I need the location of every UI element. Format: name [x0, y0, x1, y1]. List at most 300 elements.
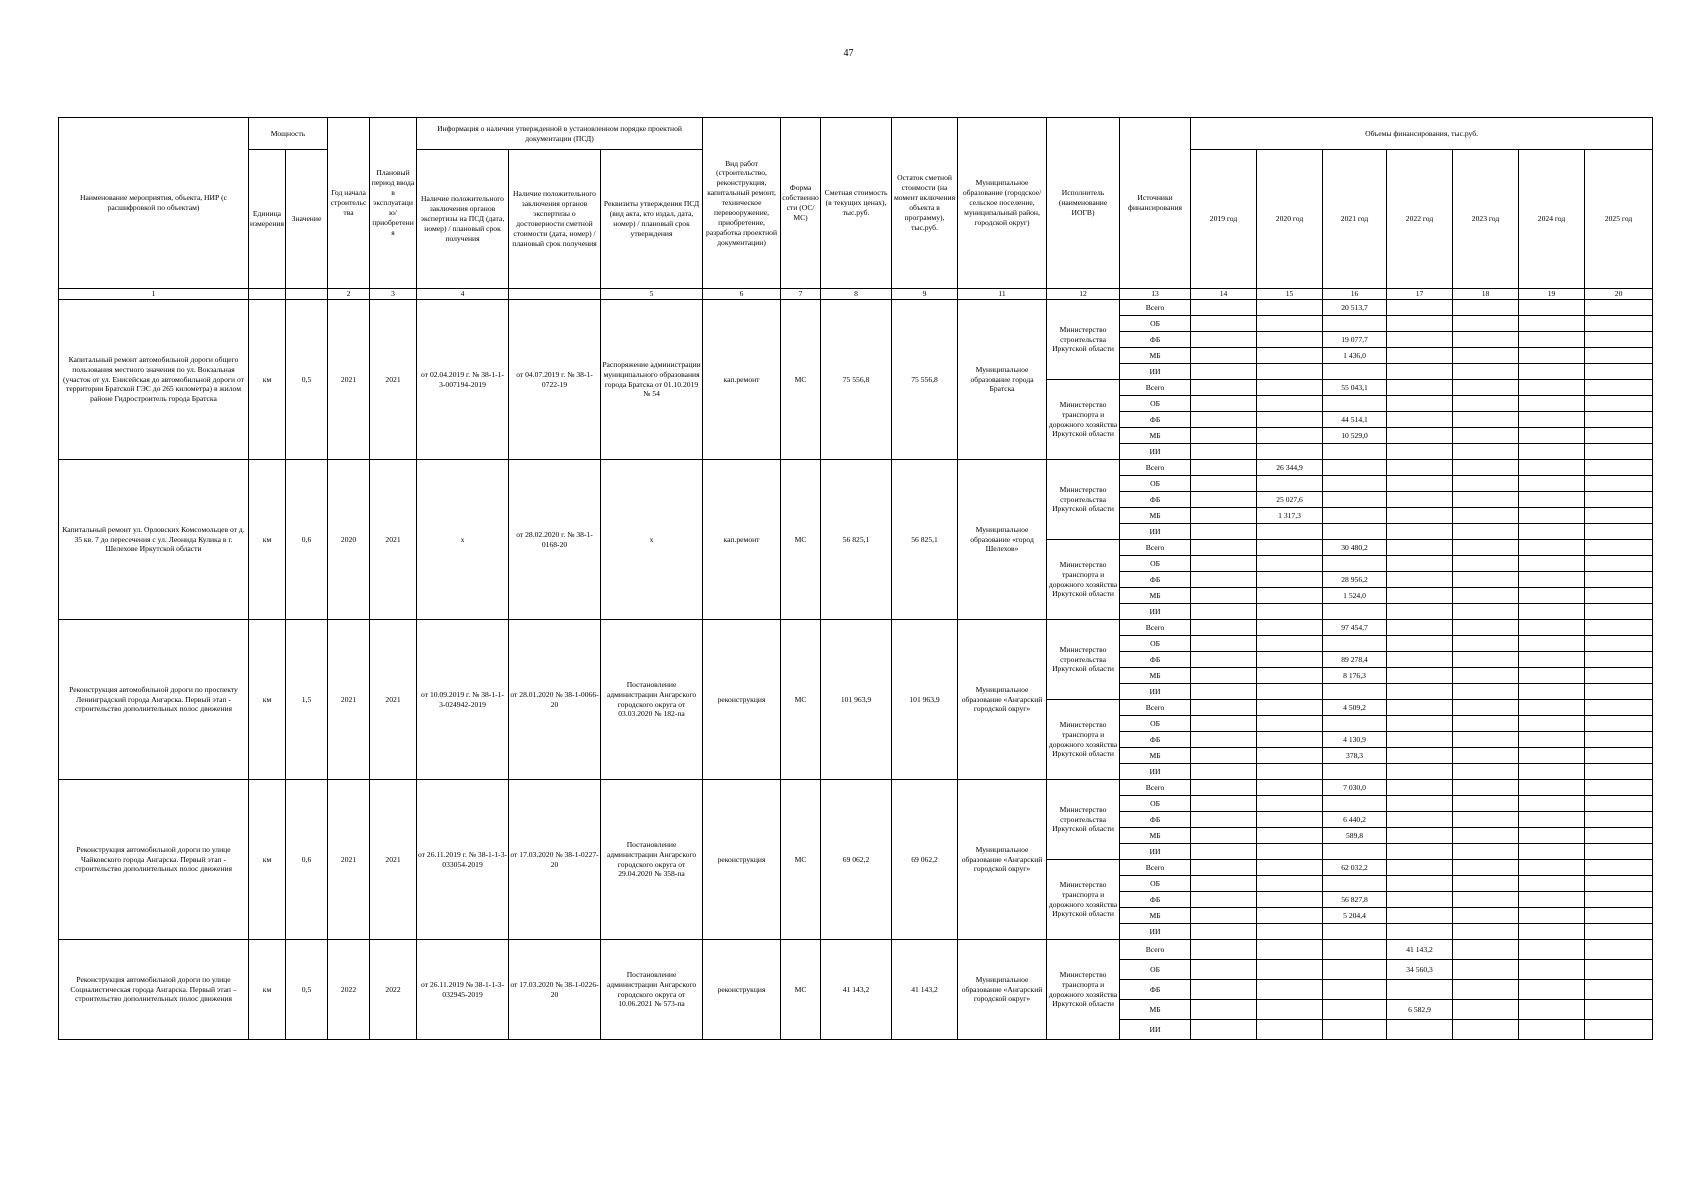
funding-value-cell: [1519, 748, 1585, 764]
object-name: Реконструкция автомобильной дороги по улице Социалистическая города Ангарска. Первый этап – строительство дополнительных полос движения: [59, 940, 249, 1040]
requisites-cell: х: [601, 460, 703, 620]
requisites-cell: Постановление администрации Ангарского городского округа от 10.06.2021 № 573-па: [601, 940, 703, 1040]
funding-value-cell: [1387, 780, 1453, 796]
header-psd-expertise: Наличие положительного заключения органов экспертизы на ПСД (дата, номер) / плановый срок получения: [417, 150, 509, 289]
funding-value-cell: [1453, 980, 1519, 1000]
funding-value-cell: [1453, 380, 1519, 396]
funding-value-cell: [1585, 380, 1653, 396]
funding-value-cell: [1191, 908, 1257, 924]
funding-source-cell: ИИ: [1120, 604, 1191, 620]
header-executor: Исполнитель (наименование ИОГВ): [1047, 118, 1120, 289]
funding-value-cell: [1257, 732, 1323, 748]
unit-cell: км: [249, 460, 286, 620]
funding-value-cell: [1323, 796, 1387, 812]
funding-value-cell: [1453, 764, 1519, 780]
funding-value-cell: [1257, 316, 1323, 332]
municipality-cell: Муниципальное образование «Ангарский городской округ»: [958, 620, 1047, 780]
funding-value-cell: [1191, 796, 1257, 812]
funding-value-cell: [1387, 332, 1453, 348]
funding-value-cell: [1453, 828, 1519, 844]
column-number: 16: [1323, 289, 1387, 300]
funding-value-cell: [1519, 540, 1585, 556]
header-year: 2023 год: [1453, 150, 1519, 289]
funding-value-cell: [1453, 700, 1519, 716]
funding-value-cell: [1585, 892, 1653, 908]
funding-value-cell: [1191, 380, 1257, 396]
funding-value-cell: [1453, 540, 1519, 556]
funding-value-cell: [1387, 476, 1453, 492]
funding-value-cell: 1 317,3: [1257, 508, 1323, 524]
funding-value-cell: [1453, 668, 1519, 684]
funding-value-cell: [1257, 812, 1323, 828]
funding-value-cell: [1519, 668, 1585, 684]
funding-value-cell: [1585, 332, 1653, 348]
funding-value-cell: [1323, 844, 1387, 860]
column-number: 19: [1519, 289, 1585, 300]
power-value-cell: 0,6: [286, 780, 328, 940]
funding-source-cell: Всего: [1120, 860, 1191, 876]
funding-value-cell: [1191, 980, 1257, 1000]
start-year-cell: 2021: [328, 300, 370, 460]
funding-value-cell: [1519, 700, 1585, 716]
column-number: 13: [1120, 289, 1191, 300]
column-number: 9: [892, 289, 958, 300]
funding-value-cell: [1585, 764, 1653, 780]
funding-value-cell: [1257, 844, 1323, 860]
funding-value-cell: [1519, 444, 1585, 460]
object-name: Реконструкция автомобильной дороги по проспекту Ленинградский города Ангарска. Первый этап - строительство дополнительных полос движения: [59, 620, 249, 780]
funding-source-cell: ФБ: [1120, 892, 1191, 908]
funding-value-cell: [1585, 540, 1653, 556]
funding-value-cell: [1323, 876, 1387, 892]
funding-value-cell: [1585, 396, 1653, 412]
funding-value-cell: [1585, 828, 1653, 844]
funding-value-cell: [1257, 764, 1323, 780]
funding-value-cell: [1387, 732, 1453, 748]
funding-value-cell: [1585, 348, 1653, 364]
funding-value-cell: [1519, 316, 1585, 332]
funding-value-cell: 6 440,2: [1323, 812, 1387, 828]
header-unit: Единица измерения: [249, 150, 286, 289]
funding-value-cell: [1191, 636, 1257, 652]
funding-value-cell: [1191, 652, 1257, 668]
funding-value-cell: [1585, 1000, 1653, 1020]
funding-value-cell: [1257, 924, 1323, 940]
executor-cell: Министерство строительства Иркутской области: [1047, 300, 1120, 380]
power-value-cell: 0,5: [286, 940, 328, 1040]
funding-value-cell: [1387, 980, 1453, 1000]
funding-value-cell: [1323, 924, 1387, 940]
funding-value-cell: 5 204,4: [1323, 908, 1387, 924]
psd-expertise-cell: от 26.11.2019 г. № 38-1-1-3-033054-2019: [417, 780, 509, 940]
funding-value-cell: [1519, 1000, 1585, 1020]
funding-value-cell: [1191, 316, 1257, 332]
funding-value-cell: [1519, 796, 1585, 812]
funding-source-cell: ФБ: [1120, 492, 1191, 508]
funding-value-cell: [1387, 364, 1453, 380]
funding-value-cell: [1519, 1020, 1585, 1040]
start-year-cell: 2021: [328, 620, 370, 780]
funding-value-cell: [1323, 684, 1387, 700]
funding-value-cell: [1519, 764, 1585, 780]
funding-source-cell: ФБ: [1120, 732, 1191, 748]
funding-value-cell: [1387, 524, 1453, 540]
funding-value-cell: [1519, 396, 1585, 412]
funding-value-cell: [1387, 348, 1453, 364]
funding-value-cell: [1453, 444, 1519, 460]
funding-value-cell: [1387, 908, 1453, 924]
funding-value-cell: [1453, 620, 1519, 636]
funding-source-cell: Всего: [1120, 300, 1191, 316]
funding-value-cell: [1519, 652, 1585, 668]
header-estimated-cost: Сметная стоимость (в текущих ценах), тыс.руб.: [821, 118, 892, 289]
funding-value-cell: [1323, 764, 1387, 780]
funding-value-cell: [1191, 556, 1257, 572]
municipality-cell: Муниципальное образование «Ангарский городской округ»: [958, 780, 1047, 940]
header-power: Мощность: [249, 118, 328, 150]
funding-value-cell: [1585, 652, 1653, 668]
funding-value-cell: [1257, 748, 1323, 764]
funding-source-cell: Всего: [1120, 540, 1191, 556]
column-number: 15: [1257, 289, 1323, 300]
ownership-cell: МС: [781, 300, 821, 460]
funding-value-cell: 26 344,9: [1257, 460, 1323, 476]
column-number: 4: [417, 289, 509, 300]
unit-cell: км: [249, 300, 286, 460]
executor-cell: Министерство транспорта и дорожного хозяйства Иркутской области: [1047, 540, 1120, 620]
psd-expertise-cell: от 26.11.2019 № 38-1-1-3-032945-2019: [417, 940, 509, 1040]
funding-value-cell: [1585, 732, 1653, 748]
funding-value-cell: [1387, 812, 1453, 828]
funding-source-cell: ОБ: [1120, 316, 1191, 332]
funding-value-cell: [1519, 588, 1585, 604]
funding-value-cell: [1585, 684, 1653, 700]
funding-value-cell: [1585, 444, 1653, 460]
funding-source-cell: МБ: [1120, 508, 1191, 524]
funding-value-cell: [1191, 716, 1257, 732]
plan-period-cell: 2022: [370, 940, 417, 1040]
funding-value-cell: [1585, 796, 1653, 812]
funding-value-cell: 56 827,8: [1323, 892, 1387, 908]
funding-value-cell: [1257, 668, 1323, 684]
plan-period-cell: 2021: [370, 620, 417, 780]
funding-source-cell: ОБ: [1120, 960, 1191, 980]
funding-value-cell: [1387, 396, 1453, 412]
funding-value-cell: [1191, 812, 1257, 828]
funding-value-cell: [1387, 604, 1453, 620]
funding-value-cell: [1453, 476, 1519, 492]
funding-value-cell: [1257, 1020, 1323, 1040]
header-value: Значение: [286, 150, 328, 289]
funding-value-cell: [1453, 364, 1519, 380]
funding-value-cell: [1519, 732, 1585, 748]
funding-value-cell: [1191, 412, 1257, 428]
funding-value-cell: [1191, 764, 1257, 780]
cost-expertise-cell: от 28.02.2020 г. № 38-1-0168-20: [509, 460, 601, 620]
funding-value-cell: [1585, 460, 1653, 476]
funding-value-cell: [1191, 844, 1257, 860]
funding-value-cell: 55 043,1: [1323, 380, 1387, 396]
remaining-cost-cell: 41 143,2: [892, 940, 958, 1040]
work-type-cell: кап.ремонт: [703, 300, 781, 460]
funding-value-cell: [1453, 508, 1519, 524]
funding-value-cell: [1453, 428, 1519, 444]
funding-value-cell: [1191, 924, 1257, 940]
column-number: 14: [1191, 289, 1257, 300]
funding-value-cell: [1519, 940, 1585, 960]
funding-value-cell: [1257, 940, 1323, 960]
funding-value-cell: [1519, 380, 1585, 396]
funding-value-cell: [1257, 892, 1323, 908]
estimated-cost-cell: 75 556,8: [821, 300, 892, 460]
header-year: 2025 год: [1585, 150, 1653, 289]
power-value-cell: 0,5: [286, 300, 328, 460]
table-row: [59, 780, 1653, 796]
cost-expertise-cell: от 17.03.2020 № 38-1-0227-20: [509, 780, 601, 940]
funding-source-cell: ОБ: [1120, 796, 1191, 812]
funding-value-cell: [1323, 524, 1387, 540]
funding-value-cell: [1585, 844, 1653, 860]
funding-value-cell: 97 454,7: [1323, 620, 1387, 636]
funding-source-cell: ОБ: [1120, 716, 1191, 732]
header-sources: Источники финансирования: [1120, 118, 1191, 289]
funding-value-cell: [1585, 556, 1653, 572]
header-year: 2021 год: [1323, 150, 1387, 289]
funding-value-cell: [1387, 412, 1453, 428]
funding-value-cell: [1585, 924, 1653, 940]
funding-value-cell: [1257, 980, 1323, 1000]
funding-value-cell: [1191, 892, 1257, 908]
funding-source-cell: ФБ: [1120, 572, 1191, 588]
funding-value-cell: [1453, 1000, 1519, 1020]
funding-source-cell: ОБ: [1120, 476, 1191, 492]
requisites-cell: Постановление администрации Ангарского городского округа от 29.04.2020 № 358-па: [601, 780, 703, 940]
funding-value-cell: [1585, 604, 1653, 620]
funding-value-cell: [1257, 684, 1323, 700]
funding-value-cell: [1191, 700, 1257, 716]
funding-value-cell: [1387, 444, 1453, 460]
funding-value-cell: [1191, 460, 1257, 476]
funding-source-cell: ИИ: [1120, 444, 1191, 460]
funding-source-cell: ФБ: [1120, 412, 1191, 428]
column-number: 18: [1453, 289, 1519, 300]
funding-value-cell: [1453, 812, 1519, 828]
funding-value-cell: [1387, 508, 1453, 524]
funding-value-cell: [1257, 960, 1323, 980]
object-name: Капитальный ремонт ул. Орловских Комсомольцев от д. 35 кв. 7 до пересечения с ул. Леонида Кулика в г. Шелехове Иркутской области: [59, 460, 249, 620]
funding-value-cell: 89 278,4: [1323, 652, 1387, 668]
cost-expertise-cell: от 28.01.2020 № 38-1-0066-20: [509, 620, 601, 780]
funding-value-cell: [1257, 364, 1323, 380]
funding-value-cell: [1191, 428, 1257, 444]
funding-value-cell: [1453, 940, 1519, 960]
ownership-cell: МС: [781, 460, 821, 620]
funding-value-cell: [1519, 980, 1585, 1000]
remaining-cost-cell: 101 963,9: [892, 620, 958, 780]
funding-value-cell: [1191, 524, 1257, 540]
column-number: [249, 289, 286, 300]
funding-value-cell: [1257, 620, 1323, 636]
requisites-cell: Распоряжение администрации муниципального образования города Братска от 01.10.2019 № 54: [601, 300, 703, 460]
funding-source-cell: МБ: [1120, 908, 1191, 924]
table-row: [59, 300, 1653, 316]
funding-value-cell: [1191, 332, 1257, 348]
funding-value-cell: [1453, 892, 1519, 908]
funding-source-cell: Всего: [1120, 940, 1191, 960]
funding-value-cell: [1585, 908, 1653, 924]
funding-value-cell: [1585, 588, 1653, 604]
header-ownership: Форма собственности (ОС/ МС): [781, 118, 821, 289]
column-number: 20: [1585, 289, 1653, 300]
executor-cell: Министерство строительства Иркутской области: [1047, 620, 1120, 700]
header-year: 2024 год: [1519, 150, 1585, 289]
funding-value-cell: 19 077,7: [1323, 332, 1387, 348]
funding-source-cell: ИИ: [1120, 764, 1191, 780]
funding-value-cell: [1191, 732, 1257, 748]
funding-value-cell: [1453, 572, 1519, 588]
funding-value-cell: [1519, 860, 1585, 876]
object-name: Капитальный ремонт автомобильной дороги общего пользования местного значения по ул. Вокзальная (участок от ул. Енисейская до автомобильной дороги от территории Братской ГЭС до 265 километра) в жилом районе Гидростроитель города Братска: [59, 300, 249, 460]
funding-value-cell: 28 956,2: [1323, 572, 1387, 588]
column-number: 17: [1387, 289, 1453, 300]
header-financing: Объемы финансирования, тыс.руб.: [1191, 118, 1653, 150]
funding-value-cell: [1519, 300, 1585, 316]
funding-value-cell: 44 514,1: [1323, 412, 1387, 428]
funding-value-cell: [1191, 828, 1257, 844]
funding-value-cell: [1519, 508, 1585, 524]
funding-source-cell: МБ: [1120, 748, 1191, 764]
remaining-cost-cell: 56 825,1: [892, 460, 958, 620]
funding-value-cell: [1257, 572, 1323, 588]
funding-value-cell: [1387, 492, 1453, 508]
funding-value-cell: [1257, 588, 1323, 604]
funding-value-cell: [1453, 300, 1519, 316]
funding-value-cell: [1519, 844, 1585, 860]
funding-value-cell: [1323, 396, 1387, 412]
funding-value-cell: [1519, 828, 1585, 844]
unit-cell: км: [249, 620, 286, 780]
funding-value-cell: [1453, 716, 1519, 732]
work-type-cell: кап.ремонт: [703, 460, 781, 620]
funding-value-cell: 34 560,3: [1387, 960, 1453, 980]
funding-value-cell: [1585, 524, 1653, 540]
estimated-cost-cell: 41 143,2: [821, 940, 892, 1040]
funding-value-cell: [1257, 908, 1323, 924]
funding-value-cell: [1323, 960, 1387, 980]
header-psd-info: Информация о наличии утвержденной в установленном порядке проектной документации (ПСД): [417, 118, 703, 150]
funding-value-cell: [1191, 860, 1257, 876]
funding-value-cell: [1323, 1000, 1387, 1020]
funding-source-cell: МБ: [1120, 828, 1191, 844]
funding-source-cell: ФБ: [1120, 332, 1191, 348]
funding-value-cell: [1585, 428, 1653, 444]
funding-value-cell: [1519, 412, 1585, 428]
funding-value-cell: [1257, 380, 1323, 396]
funding-value-cell: [1585, 1020, 1653, 1040]
column-number: 12: [1047, 289, 1120, 300]
funding-value-cell: [1387, 748, 1453, 764]
funding-value-cell: [1323, 604, 1387, 620]
funding-value-cell: [1519, 924, 1585, 940]
ownership-cell: МС: [781, 780, 821, 940]
funding-value-cell: [1585, 620, 1653, 636]
table-row: [59, 460, 1653, 476]
funding-value-cell: [1257, 412, 1323, 428]
funding-value-cell: [1323, 444, 1387, 460]
header-name: Наименование мероприятия, объекта, НИР (с расшифровкой по объектам): [59, 118, 249, 289]
funding-value-cell: [1191, 780, 1257, 796]
funding-value-cell: [1519, 716, 1585, 732]
funding-value-cell: [1519, 636, 1585, 652]
funding-value-cell: [1387, 668, 1453, 684]
funding-value-cell: [1387, 684, 1453, 700]
funding-value-cell: [1585, 940, 1653, 960]
remaining-cost-cell: 69 062,2: [892, 780, 958, 940]
funding-value-cell: [1519, 364, 1585, 380]
column-number: 2: [328, 289, 370, 300]
unit-cell: км: [249, 780, 286, 940]
funding-value-cell: [1191, 572, 1257, 588]
header-psd-requisites: Реквизиты утверждения ПСД (вид акта, кто издал, дата, номер) / плановый срок утверждения: [601, 150, 703, 289]
funding-value-cell: 1 524,0: [1323, 588, 1387, 604]
funding-value-cell: [1453, 844, 1519, 860]
funding-value-cell: [1191, 748, 1257, 764]
funding-value-cell: [1585, 748, 1653, 764]
work-type-cell: реконструкция: [703, 780, 781, 940]
funding-value-cell: [1257, 828, 1323, 844]
funding-value-cell: [1387, 924, 1453, 940]
funding-value-cell: [1257, 300, 1323, 316]
funding-source-cell: Всего: [1120, 460, 1191, 476]
funding-value-cell: [1453, 636, 1519, 652]
funding-source-cell: МБ: [1120, 1000, 1191, 1020]
funding-value-cell: [1519, 476, 1585, 492]
funding-value-cell: [1453, 860, 1519, 876]
funding-value-cell: [1191, 300, 1257, 316]
funding-source-cell: ОБ: [1120, 636, 1191, 652]
funding-value-cell: [1257, 796, 1323, 812]
funding-value-cell: [1453, 396, 1519, 412]
funding-value-cell: [1519, 876, 1585, 892]
funding-value-cell: 10 529,0: [1323, 428, 1387, 444]
funding-value-cell: [1585, 300, 1653, 316]
funding-value-cell: [1585, 476, 1653, 492]
funding-value-cell: 1 436,0: [1323, 348, 1387, 364]
funding-source-cell: Всего: [1120, 780, 1191, 796]
start-year-cell: 2020: [328, 460, 370, 620]
header-cost-expertise: Наличие положительного заключения органов экспертизы о достоверности сметной стоимости (дата, номер) / плановый срок получения: [509, 150, 601, 289]
funding-value-cell: 7 030,0: [1323, 780, 1387, 796]
funding-source-cell: ИИ: [1120, 364, 1191, 380]
funding-value-cell: [1257, 540, 1323, 556]
funding-source-cell: Всего: [1120, 620, 1191, 636]
column-number: 1: [59, 289, 249, 300]
funding-value-cell: [1257, 876, 1323, 892]
start-year-cell: 2021: [328, 780, 370, 940]
funding-value-cell: [1585, 780, 1653, 796]
funding-value-cell: [1191, 588, 1257, 604]
funding-value-cell: [1323, 716, 1387, 732]
funding-value-cell: [1585, 636, 1653, 652]
column-number: [509, 289, 601, 300]
funding-value-cell: [1453, 604, 1519, 620]
funding-value-cell: [1585, 364, 1653, 380]
funding-value-cell: [1257, 348, 1323, 364]
funding-value-cell: [1519, 892, 1585, 908]
funding-value-cell: [1387, 764, 1453, 780]
funding-value-cell: [1453, 732, 1519, 748]
funding-value-cell: [1191, 476, 1257, 492]
